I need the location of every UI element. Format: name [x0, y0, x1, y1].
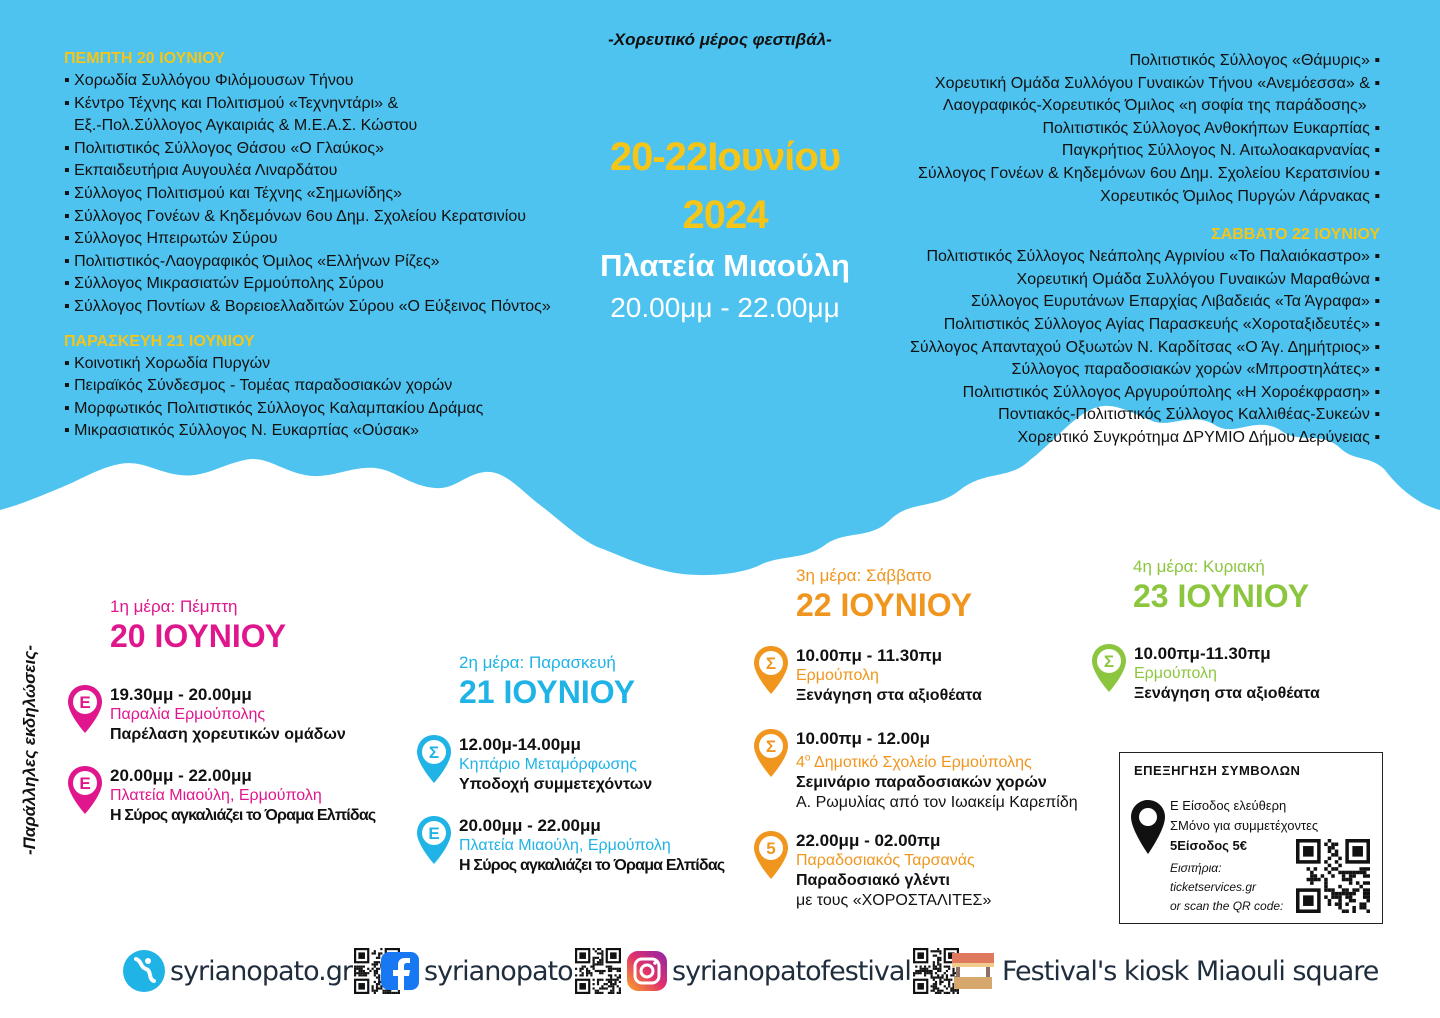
pin-symbol: Σ — [765, 737, 777, 756]
list-item: ▪ Κοινοτική Χορωδία Πυργών — [64, 353, 584, 376]
list-item: ▪ Σύλλογος Ηπειρωτών Σύρου — [64, 228, 584, 251]
parallel-events-title: -Παράλληλες εκδηλώσεις- — [20, 644, 39, 856]
map-pin-icon — [66, 765, 104, 815]
right-lineup-column — [740, 50, 1380, 450]
legend-item-free: Ε Είσοδος ελεύθερη — [1170, 798, 1287, 813]
event-text — [110, 684, 346, 745]
event-desc-2: Α. Ρωμυλίας από τον Ιωακείμ Καρεπίδη — [796, 794, 1078, 812]
event-place: Κηπάριο Μεταμόρφωσης — [459, 756, 638, 773]
list-item: Πολιτιστικός Σύλλογος Ανθοκήπων Ευκαρπίας ▪ — [740, 118, 1380, 141]
list-item: Πολιτιστικός Σύλλογος «Θάμυρις» ▪ — [740, 50, 1380, 73]
list-item: ▪ Σύλλογος Πολιτισμού και Τέχνης «Σημωνίδης» — [64, 183, 584, 206]
pin-symbol: Σ — [428, 743, 440, 762]
left-lineup-column — [64, 50, 584, 443]
list-item-continuation: Λαογραφικός-Χορευτικός Όμιλος «η σοφία της παράδοσης» — [942, 97, 1367, 115]
friday-heading: ΠΑΡΑΣΚΕΥΗ 21 ΙΟΥΝΙΟΥ — [64, 332, 255, 350]
event-place-text: $4^o$ Δημοτικό Σχολείο Ερμούπολης — [796, 753, 1032, 772]
event-text — [796, 830, 991, 911]
event-time: 10.00πμ - 11.30πμ — [796, 646, 943, 665]
dance-festival-header: -Χορευτικό μέρος φεστιβάλ- — [608, 30, 832, 49]
legend-title: ΕΠΕΞΗΓΗΣΗ ΣΥΜΒΟΛΩΝ — [1134, 763, 1301, 778]
event-place — [796, 749, 1078, 773]
map-pin-icon — [752, 645, 790, 695]
event-place: Πλατεία Μιαούλη, Ερμούπολη — [459, 837, 671, 854]
event-time: 19.30μμ - 20.00μμ — [110, 685, 252, 704]
list-item: Ποντιακός-Πολιτιστικός Σύλλογος Καλλιθέας-Συκεών ▪ — [740, 404, 1380, 427]
symbols-legend — [1119, 752, 1383, 924]
social-label: syrianopato — [424, 955, 573, 987]
pin-symbol: Σ — [1103, 652, 1115, 671]
map-pin-icon — [1090, 643, 1128, 693]
event-text — [110, 765, 375, 826]
parallel-events-label — [10, 620, 50, 880]
social-instagram[interactable] — [626, 946, 959, 996]
list-item: ▪ Πολιτιστικός Σύλλογος Θάσου «Ο Γλαύκος» — [64, 138, 584, 161]
list-item: ▪ Χορωδία Συλλόγου Φιλόμουσων Τήνου — [64, 70, 584, 93]
ticket-note-line: or scan the QR code: — [1170, 899, 1284, 913]
list-item: ▪ Σύλλογος Μικρασιατών Ερμούπολης Σύρου — [64, 273, 584, 296]
day4-label: 4η μέρα: Κυριακή — [1133, 557, 1265, 576]
event-desc: Η Σύρος αγκαλιάζει το Όραμα Ελπίδας — [110, 807, 376, 824]
list-item: Πολιτιστικός Σύλλογος Αργυρούπολης «Η Χοροέκφραση» ▪ — [740, 382, 1380, 405]
event-desc: Ξενάγηση στα αξιοθέατα — [796, 687, 982, 704]
event-desc: Παρέλαση χορευτικών ομάδων — [110, 726, 346, 743]
list-item — [740, 95, 1380, 118]
legend-item-5euro: 5Είσοδος 5€ — [1170, 838, 1248, 853]
day3-header — [796, 566, 972, 624]
event-text — [796, 728, 1078, 813]
list-item: ▪ Πολιτιστικός-Λαογραφικός Όμιλος «Ελλήνων Ρίζες» — [64, 251, 584, 274]
list-item: Παγκρήτιος Σύλλογος Ν. Αιτωλοακαρνανίας ▪ — [740, 140, 1380, 163]
friday-right-list — [740, 50, 1380, 208]
day3-date: 22 ΙΟΥΝΙΟΥ — [796, 587, 973, 623]
globe-logo-icon — [122, 949, 166, 993]
event-place: Ερμούπολη — [796, 667, 879, 684]
qr-code-icon[interactable] — [1296, 839, 1370, 913]
event-time: 10.00πμ-11.30πμ — [1134, 644, 1271, 663]
qr-code-icon[interactable] — [575, 948, 621, 994]
list-item: Χορευτική Ομάδα Συλλόγου Γυναικών Τήνου «Ανεμόεσσα» & ▪ — [740, 73, 1380, 96]
list-item: Σύλλογος Ευρυτάνων Επαρχίας Λιβαδειάς «Τα Άγραφα» ▪ — [740, 291, 1380, 314]
event-desc: Η Σύρος αγκαλιάζει το Όραμα Ελπίδας — [459, 857, 725, 874]
list-item-continuation: Εξ.-Πολ.Σύλλογος Αγκαιριάς & Μ.Ε.Α.Σ. Κώστου — [74, 117, 418, 135]
list-item: ▪ Μικρασιατικός Σύλλογος Ν. Ευκαρπίας «Ούσακ» — [64, 420, 584, 443]
day2-header — [459, 653, 635, 711]
kiosk-icon — [948, 949, 998, 993]
list-item: Χορευτικό Συγκρότημα ΔΡΥΜΙΟ Δήμου Δερύνειας ▪ — [740, 427, 1380, 450]
event-place: Παραλία Ερμούπολης — [110, 706, 266, 723]
list-item: Σύλλογος Γονέων & Κηδεμόνων 6ου Δημ. Σχολείου Κερατσινίου ▪ — [740, 163, 1380, 186]
day1-label: 1η μέρα: Πέμπτη — [110, 597, 238, 616]
list-item: Πολιτιστικός Σύλλογος Νεάπολης Αγρινίου «Το Παλαιόκαστρο» ▪ — [740, 246, 1380, 269]
map-pin-icon — [752, 830, 790, 880]
festival-year: 2024 — [682, 193, 768, 237]
social-facebook[interactable] — [380, 946, 621, 996]
pin-symbol: 5 — [766, 839, 776, 858]
list-item: Χορευτικός Όμιλος Πυργών Λάρνακας ▪ — [740, 186, 1380, 209]
map-pin-icon — [752, 728, 790, 778]
event-time: 22.00μμ - 02.00πμ — [796, 831, 941, 850]
instagram-icon — [626, 950, 668, 992]
day1-date: 20 ΙΟΥΝΙΟΥ — [110, 618, 287, 654]
event-text — [459, 734, 652, 795]
event-text — [1134, 643, 1320, 704]
facebook-icon — [380, 951, 420, 991]
event-place: Πλατεία Μιαούλη, Ερμούπολη — [110, 787, 322, 804]
kiosk-label: Festival's kiosk Miaouli square — [1002, 955, 1379, 987]
event-place: Παραδοσιακός Ταρσανάς — [796, 852, 975, 869]
thursday-list — [64, 70, 584, 319]
event-desc: Σεμινάριο παραδοσιακών χορών — [796, 774, 1047, 792]
event-place: Ερμούπολη — [1134, 665, 1217, 682]
event-time: 10.00πμ - 12.00μ — [796, 729, 931, 748]
list-item: Πολιτιστικός Σύλλογος Αγίας Παρασκευής «Χοροταξιδευτές» ▪ — [740, 314, 1380, 337]
event-text — [796, 645, 982, 706]
event-time: 20.00μμ - 22.00μμ — [459, 816, 601, 835]
ticket-note-line: Εισιτήρια: — [1170, 861, 1222, 875]
pin-symbol: Ε — [428, 824, 440, 843]
festival-kiosk — [948, 946, 1378, 996]
social-label: syrianopatofestival — [672, 955, 911, 987]
pin-symbol: Σ — [765, 654, 777, 673]
legend-item-participants: ΣΜόνο για συμμετέχοντες — [1170, 818, 1319, 833]
map-pin-icon — [415, 734, 453, 784]
event-time: 20.00μμ - 22.00μμ — [110, 766, 252, 785]
social-website[interactable] — [122, 946, 400, 996]
event-desc: Υποδοχή συμμετεχόντων — [459, 776, 653, 793]
saturday-list — [740, 246, 1380, 449]
day2-label: 2η μέρα: Παρασκευή — [459, 653, 616, 672]
event-time: 12.00μ-14.00μμ — [459, 735, 581, 754]
day4-header — [1133, 557, 1309, 615]
map-pin-icon — [66, 684, 104, 734]
day4-date: 23 ΙΟΥΝΙΟΥ — [1133, 578, 1310, 614]
day1-header — [110, 597, 286, 655]
list-item: Σύλλογος παραδοσιακών χορών «Μπροστηλάτες» ▪ — [740, 359, 1380, 382]
list-item: Χορευτική Ομάδα Συλλόγου Γυναικών Μαραθώνα ▪ — [740, 269, 1380, 292]
list-item — [64, 115, 584, 138]
event-desc: Ξενάγηση στα αξιοθέατα — [1134, 685, 1320, 702]
map-pin-icon — [415, 815, 453, 865]
ordinal-superscript: ο — [804, 753, 811, 764]
festival-time: 20.00μμ - 22.00μμ — [610, 292, 840, 323]
thursday-heading: ΠΕΜΠΤΗ 20 ΙΟΥΝΙΟΥ — [64, 50, 225, 67]
pin-symbol: Ε — [79, 774, 91, 793]
list-item: Σύλλογος Απανταχού Οξυωτών Ν. Καρδίτσας «Ο Άγ. Δημήτριος» ▪ — [740, 337, 1380, 360]
list-item: ▪ Εκπαιδευτήρια Αυγουλέα Λιναρδάτου — [64, 160, 584, 183]
saturday-heading: ΣΑΒΒΑΤΟ 22 ΙΟΥΝΙΟΥ — [1211, 226, 1380, 244]
ticket-note-line: ticketservices.gr — [1170, 880, 1257, 894]
list-item: ▪ Κέντρο Τέχνης και Πολιτισμού «Τεχνηντάρι» & — [64, 93, 584, 116]
list-item: ▪ Πειραϊκός Σύνδεσμος - Τομέας παραδοσιακών χορών — [64, 375, 584, 398]
list-item: ▪ Μορφωτικός Πολιτιστικός Σύλλογος Καλαμπακίου Δράμας — [64, 398, 584, 421]
day2-date: 21 ΙΟΥΝΙΟΥ — [459, 674, 636, 710]
list-item: ▪ Σύλλογος Ποντίων & Βορειοελλαδιτών Σύρου «Ο Εύξεινος Πόντος» — [64, 296, 584, 319]
day3-label: 3η μέρα: Σάββατο — [796, 566, 932, 585]
map-pin-icon — [1130, 799, 1166, 855]
pin-symbol: Ε — [79, 693, 91, 712]
ticket-note — [1170, 859, 1283, 916]
event-desc: Παραδοσιακό γλέντι — [796, 872, 950, 889]
event-text — [459, 815, 724, 876]
friday-list — [64, 353, 584, 443]
event-desc-2: με τους «ΧΟΡΟΣΤΑΛΙΤΕΣ» — [796, 892, 992, 909]
list-item: ▪ Σύλλογος Γονέων & Κηδεμόνων 6ου Δημ. Σχολείου Κερατσινίου — [64, 206, 584, 229]
festival-date: 20-22Ιουνίου — [609, 135, 841, 179]
social-label: syrianopato.gr — [170, 955, 352, 987]
festival-place: Πλατεία Μιαούλη — [600, 248, 850, 283]
